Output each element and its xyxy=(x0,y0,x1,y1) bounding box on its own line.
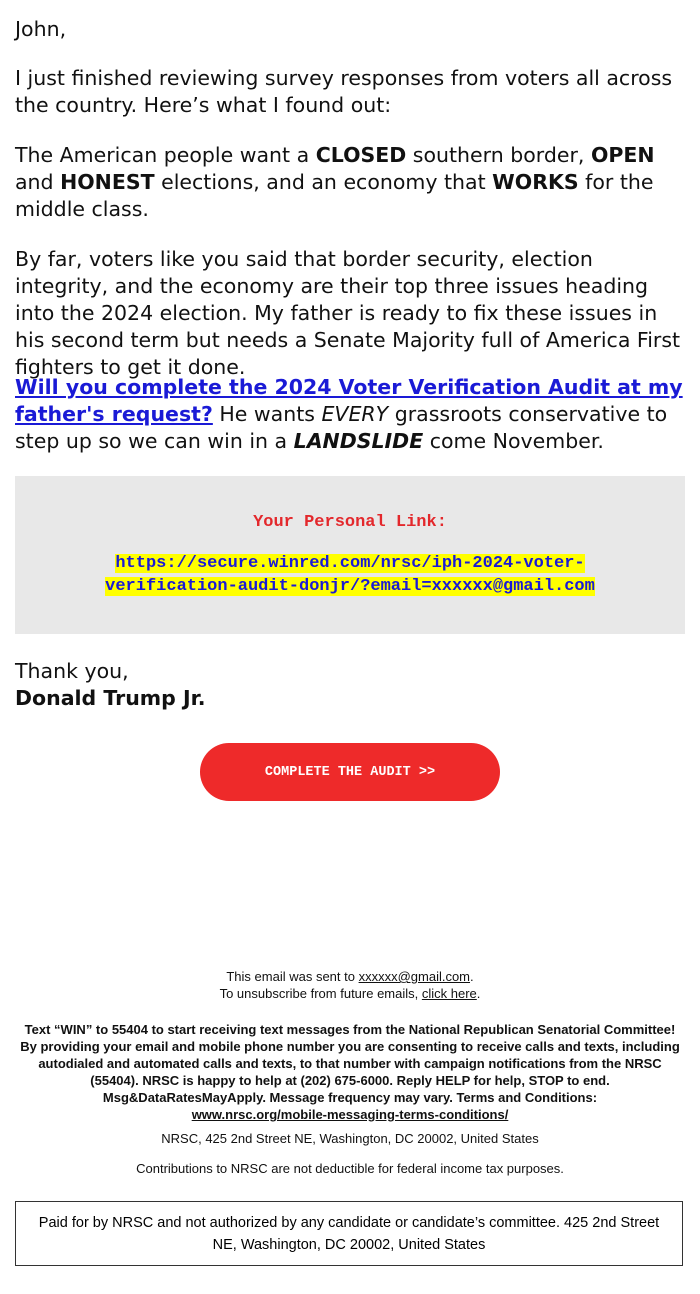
complete-audit-button[interactable]: COMPLETE THE AUDIT >> xyxy=(200,743,500,801)
text-segment: and xyxy=(15,170,61,194)
text-segment: He wants xyxy=(212,402,322,426)
closing: Thank you, xyxy=(15,659,129,683)
text-segment: To unsubscribe from future emails, xyxy=(219,986,422,1001)
paid-for-box xyxy=(15,1201,683,1266)
text-segment: . xyxy=(476,986,481,1001)
text-message-disclaimer: Text “WIN” to 55404 to start receiving text messages from the National Republican Senatorial Committee! By providing your email and mobile phone number you are consenting to receive calls and texts, including autodialed and automated calls and texts, to that number with campaign notifications from the NRSC (55404). NRSC is happy to help at (202) 675-6000. Reply HELP for help, STOP to end. Msg&DataRatesMayApply. Message frequency may vary. Terms and Conditions: xyxy=(20,1022,680,1105)
greeting: John, xyxy=(15,17,67,41)
paragraph-survey: I just finished reviewing survey responses from voters all across the country. Here’s what I found out: xyxy=(15,66,673,117)
emphasis-closed: CLOSED xyxy=(315,143,407,167)
footer-contributions: Contributions to NRSC are not deductible for federal income tax purposes. xyxy=(136,1161,564,1176)
text-segment: . xyxy=(470,969,474,984)
emphasis-works: WORKS xyxy=(492,170,579,194)
sent-to-line xyxy=(15,968,685,985)
unsubscribe-line xyxy=(15,985,685,1002)
text-segment: grassroots conservative to step up so we can win in a xyxy=(15,402,668,453)
emphasis-honest: HONEST xyxy=(60,170,155,194)
paragraph-priorities xyxy=(15,142,685,223)
emphasis-open: OPEN xyxy=(590,143,655,167)
unsubscribe-link[interactable]: click here xyxy=(421,986,477,1001)
paragraph-call-to-action xyxy=(15,374,685,455)
text-segment: This email was sent to xyxy=(226,969,359,984)
footer-address: NRSC, 425 2nd Street NE, Washington, DC 20002, United States xyxy=(161,1131,539,1146)
text-segment: come November. xyxy=(423,429,604,453)
personal-link-box xyxy=(15,476,685,634)
footer-sent-info xyxy=(15,968,685,1002)
recipient-email-link[interactable]: xxxxxx@gmail.com xyxy=(358,969,471,984)
paid-for-text: Paid for by NRSC and not authorized by any candidate or candidate’s committee. 425 2nd Street NE, Washington, DC 20002, United States xyxy=(38,1214,660,1253)
personal-link-url[interactable]: https://secure.winred.com/nrsc/iph-2024-voter-verification-audit-donjr/?email=xxxxxx@gmail.com xyxy=(105,554,595,596)
text-segment: The American people want a xyxy=(15,143,316,167)
emphasis-every: EVERY xyxy=(321,402,389,426)
text-segment: elections, and an economy that xyxy=(154,170,493,194)
footer-text-disclaimer xyxy=(15,1021,685,1123)
audit-link[interactable]: Will you complete the 2024 Voter Verification Audit at my father's request? xyxy=(15,375,683,426)
terms-link[interactable]: www.nrsc.org/mobile-messaging-terms-conditions/ xyxy=(191,1107,509,1122)
paragraph-issues: By far, voters like you said that border security, election integrity, and the economy are their top three issues heading into the 2024 election. My father is ready to fix these issues in his second term but needs a Senate Majority full of America First fighters to get it done. xyxy=(15,247,681,379)
personal-link-url-block xyxy=(55,552,645,598)
emphasis-landslide: LANDSLIDE xyxy=(293,429,424,453)
signature: Donald Trump Jr. xyxy=(15,686,206,710)
text-segment: southern border, xyxy=(406,143,591,167)
text-segment: for the middle class. xyxy=(15,170,654,221)
personal-link-title: Your Personal Link: xyxy=(253,513,447,532)
